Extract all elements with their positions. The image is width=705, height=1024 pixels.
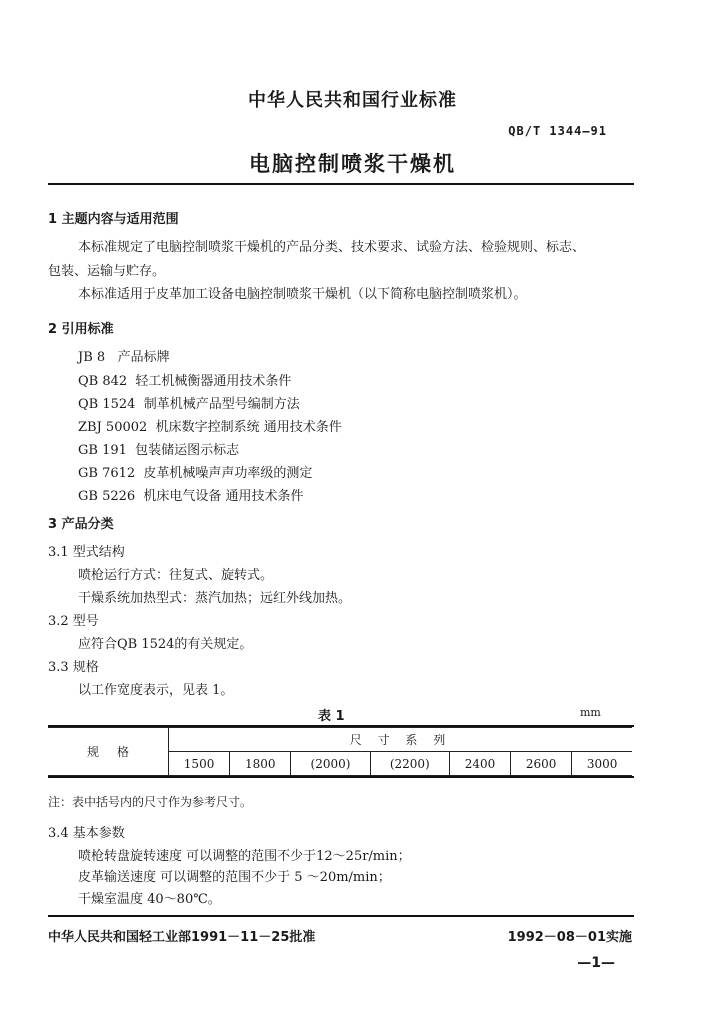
section-3-4-line1: 喷枪转盘旋转速度 可以调整的范围不少于12～25r/min； <box>78 849 411 864</box>
reference-code: GB 191 <box>78 443 127 458</box>
reference-item <box>78 346 170 365</box>
document-title: 电脑控制喷浆干燥机 <box>249 152 456 176</box>
table-unit: mm <box>580 706 601 719</box>
section-3-1-line1: 喷枪运行方式：往复式、旋转式。 <box>78 568 274 583</box>
table-cell: 3000 <box>572 752 632 776</box>
section-3-2-line1: 应符合QB 1524的有关规定。 <box>78 637 253 652</box>
reference-title: 机床数字控制系统 通用技术条件 <box>155 420 342 435</box>
section-3-heading: 3 产品分类 <box>48 517 114 532</box>
standard-code: QB/T 1344—91 <box>508 124 607 138</box>
table-bottom-rule <box>48 776 634 778</box>
table-row-label: 规格 <box>48 728 169 776</box>
section-1-para1-line1: 本标准规定了电脑控制喷浆干燥机的产品分类、技术要求、试验方法、检验规则、标志、 <box>78 240 586 255</box>
standard-org-title: 中华人民共和国行业标准 <box>248 90 457 111</box>
reference-code: GB 5226 <box>78 489 136 504</box>
table-cell: (2000) <box>291 752 370 776</box>
reference-code: QB 842 <box>78 374 128 389</box>
table-cell: (2200) <box>370 752 449 776</box>
section-3-4-heading: 3.4 基本参数 <box>48 826 125 841</box>
page-number: —1— <box>577 955 615 971</box>
table-cell: 1800 <box>230 752 291 776</box>
table-cell: 1500 <box>169 752 230 776</box>
reference-title: 包装储运图示标志 <box>135 443 240 458</box>
reference-item <box>78 439 239 458</box>
section-1-heading: 1 主题内容与适用范围 <box>48 212 179 227</box>
reference-code: ZBJ 50002 <box>78 420 148 435</box>
section-3-1-line2: 干燥系统加热型式：蒸汽加热；远红外线加热。 <box>78 591 352 606</box>
section-3-4-line2: 皮革输送速度 可以调整的范围不少于 5 ～20m/min； <box>78 870 391 885</box>
approval-line: 中华人民共和国轻工业部1991－11－25批准 <box>48 930 316 945</box>
header-rule <box>48 183 634 185</box>
section-3-2-heading: 3.2 型号 <box>48 614 99 629</box>
table-cell: 2600 <box>511 752 572 776</box>
table-cell: 2400 <box>449 752 510 776</box>
section-3-3-heading: 3.3 规格 <box>48 660 99 675</box>
reference-item <box>78 370 291 389</box>
reference-item <box>78 393 300 412</box>
section-2-heading: 2 引用标准 <box>48 322 114 337</box>
reference-code: GB 7612 <box>78 466 136 481</box>
reference-title: 机床电气设备 通用技术条件 <box>143 489 304 504</box>
reference-code: QB 1524 <box>78 397 136 412</box>
table-note: 注：表中括号内的尺寸作为参考尺寸。 <box>48 795 253 809</box>
reference-item <box>78 485 304 504</box>
table-group-header: 尺 寸 系 列 <box>169 728 633 752</box>
reference-item <box>78 416 342 435</box>
section-3-3-line1: 以工作宽度表示，见表 1。 <box>78 683 234 698</box>
reference-code: JB 8 <box>78 350 106 365</box>
section-1-para1-line2: 包装、运输与贮存。 <box>48 264 166 279</box>
section-3-1-heading: 3.1 型式结构 <box>48 545 125 560</box>
section-1-para2: 本标准适用于皮革加工设备电脑控制喷浆干燥机（以下简称电脑控制喷浆机）。 <box>78 287 527 302</box>
footer-rule <box>48 915 634 917</box>
reference-title: 轻工机械衡器通用技术条件 <box>135 374 292 389</box>
table-caption: 表 1 <box>318 709 345 724</box>
reference-title: 产品标牌 <box>117 350 170 365</box>
section-3-4-line3: 干燥室温度 40～80℃。 <box>78 892 221 907</box>
reference-title: 皮革机械噪声声功率级的测定 <box>143 466 313 481</box>
reference-title: 制革机械产品型号编制方法 <box>143 397 300 412</box>
spec-table <box>48 727 632 776</box>
reference-item <box>78 462 312 481</box>
effective-date: 1992－08－01实施 <box>507 930 632 945</box>
